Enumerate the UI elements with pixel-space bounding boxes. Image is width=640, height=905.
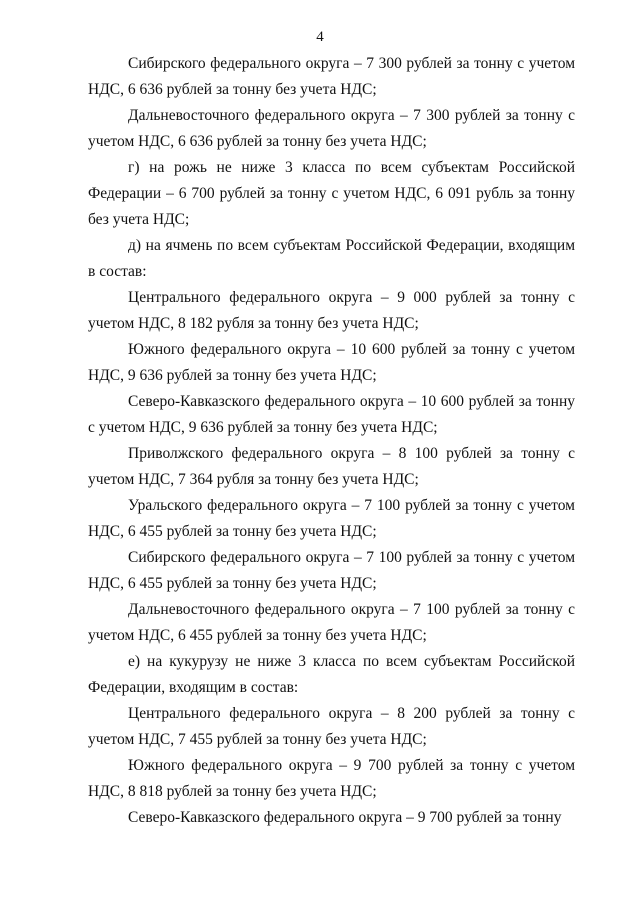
- paragraph: д) на ячмень по всем субъектам Российской Федерации, входящим в состав:: [88, 237, 575, 280]
- paragraph: Дальневосточного федерального округа – 7 100 рублей за тонну с учетом НДС, 6 455 рублей за тонну без учета НДС;: [88, 601, 575, 644]
- paragraph: Северо-Кавказского федерального округа – 9 700 рублей за тонну: [128, 809, 562, 826]
- paragraph: Сибирского федерального округа – 7 100 рублей за тонну с учетом НДС, 6 455 рублей за тонну без учета НДС;: [88, 549, 575, 592]
- paragraph: Уральского федерального округа – 7 100 рублей за тонну с учетом НДС, 6 455 рублей за тонну без учета НДС;: [88, 497, 575, 540]
- paragraph: Центрального федерального округа – 8 200 рублей за тонну с учетом НДС, 7 455 рублей за тонну без учета НДС;: [88, 705, 575, 748]
- paragraph: Приволжского федерального округа – 8 100 рублей за тонну с учетом НДС, 7 364 рубля за тонну без учета НДС;: [88, 445, 575, 488]
- paragraph: Северо-Кавказского федерального округа – 10 600 рублей за тонну с учетом НДС, 9 636 рублей за тонну без учета НДС;: [88, 393, 575, 436]
- document-body: [88, 51, 575, 831]
- paragraph: Дальневосточного федерального округа – 7 300 рублей за тонну с учетом НДС, 6 636 рублей за тонну без учета НДС;: [88, 107, 575, 150]
- paragraph: е) на кукурузу не ниже 3 класса по всем субъектам Российской Федерации, входящим в состав:: [88, 653, 575, 696]
- paragraph: Сибирского федерального округа – 7 300 рублей за тонну с учетом НДС, 6 636 рублей за тонну без учета НДС;: [88, 55, 575, 98]
- paragraph: Южного федерального округа – 10 600 рублей за тонну с учетом НДС, 9 636 рублей за тонну без учета НДС;: [88, 341, 575, 384]
- paragraph: Центрального федерального округа – 9 000 рублей за тонну с учетом НДС, 8 182 рубля за тонну без учета НДС;: [88, 289, 575, 332]
- paragraph: г) на рожь не ниже 3 класса по всем субъектам Российской Федерации – 6 700 рублей за тонну с учетом НДС, 6 091 рубль за тонну без учета НДС;: [88, 159, 575, 228]
- page-number: 4: [316, 29, 324, 45]
- paragraph: Южного федерального округа – 9 700 рублей за тонну с учетом НДС, 8 818 рублей за тонну без учета НДС;: [88, 757, 575, 800]
